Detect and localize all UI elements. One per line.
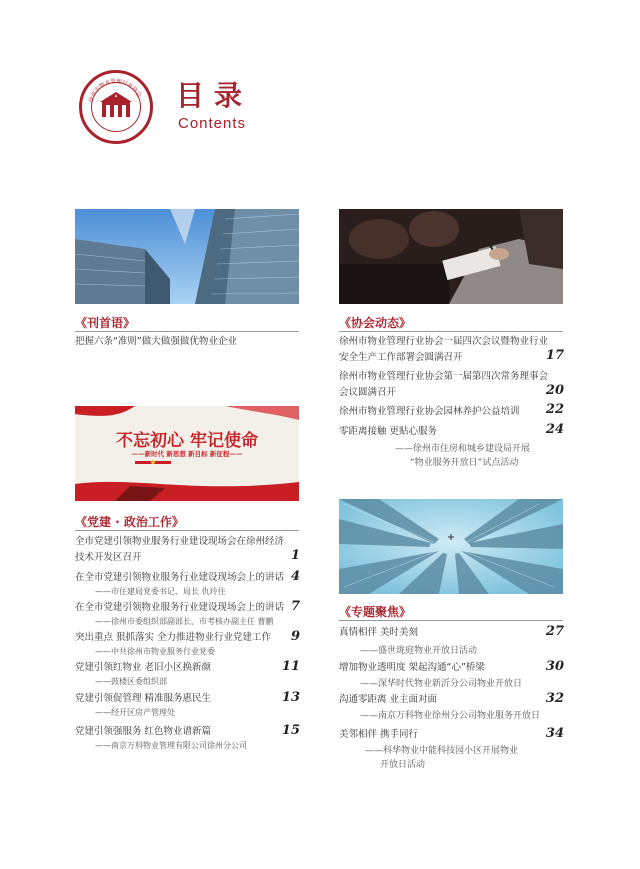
- toc-entry[interactable]: 美邻相伴 携手同行: [339, 729, 419, 740]
- page-number: 11: [281, 659, 300, 674]
- toc-entry[interactable]: 把握六条“准则”做大做强做优物业企业: [75, 336, 237, 347]
- toc-entry[interactable]: 全市党建引领物业服务行业建设现场会在徐州经济: [75, 536, 285, 547]
- toc-entry[interactable]: 徐州市物业管理行业协会园林养护公益培训: [339, 406, 520, 417]
- page-number: 4: [290, 569, 300, 584]
- page-number: 7: [290, 599, 300, 614]
- page-number: 1: [290, 548, 300, 563]
- page-number: 34: [545, 726, 564, 741]
- toc-entry-author: ——深华时代物业新沂分公司物业开放日: [360, 679, 523, 689]
- toc-entry[interactable]: 党建引领强服务 红色物业谱新篇: [75, 726, 212, 737]
- skyscraper-photo: [75, 209, 299, 304]
- banner-headline: 不忘初心 牢记使命: [116, 431, 258, 451]
- toc-entry[interactable]: 徐州市物业管理行业协会一届四次会议暨物业行业: [339, 336, 549, 347]
- toc-entry-author: ——徐州市委组织部副部长、市考核办副主任 曹鹏: [95, 617, 274, 626]
- toc-entry-author: ——徐州市住房和城乡建设局开展: [395, 444, 531, 454]
- page-number: 17: [545, 348, 564, 363]
- page-number: 20: [545, 383, 564, 398]
- page-subtitle: Contents: [178, 115, 247, 132]
- toc-entry[interactable]: 党建引领红物业 老旧小区换新颜: [75, 662, 212, 673]
- section-heading-focus: 《专题聚焦》: [339, 605, 412, 619]
- divider: [75, 331, 299, 332]
- toc-entry[interactable]: 真情相伴 美时美刻: [339, 627, 419, 638]
- toc-entry-author: 开放日活动: [380, 760, 426, 770]
- section-heading-news: 《协会动态》: [339, 316, 412, 330]
- toc-entry-author: ——盛世珑庭物业开放日活动: [360, 646, 478, 656]
- divider: [339, 331, 563, 332]
- toc-entry-author: “物业服务开放日”试点活动: [410, 458, 519, 468]
- page-number: 30: [545, 659, 564, 674]
- page-number: 32: [545, 691, 564, 706]
- divider: [339, 620, 563, 621]
- page-number: 9: [290, 629, 300, 644]
- upward-buildings-photo: [339, 499, 563, 594]
- divider: [75, 530, 299, 531]
- section-heading-party: 《党建 · 政治工作》: [75, 515, 184, 529]
- page-number: 24: [545, 422, 564, 437]
- page-number: 27: [545, 624, 564, 639]
- toc-entry[interactable]: 党建引领促管理 精准服务惠民生: [75, 693, 212, 704]
- toc-entry-author: ——市住建局党委书记、局长 仇玲往: [95, 587, 226, 596]
- section-heading-preface: 《刊首语》: [75, 316, 136, 330]
- toc-entry[interactable]: 零距离接触 更贴心服务: [339, 426, 438, 437]
- toc-entry[interactable]: 沟通零距离 业主面对面: [339, 694, 438, 705]
- meeting-photo: [339, 209, 563, 304]
- page-number: 13: [281, 690, 300, 705]
- toc-entry-author: ——科华物业中能科技园小区开展物业: [365, 746, 519, 756]
- toc-entry-author: ——经开区房产管理处: [95, 708, 175, 717]
- toc-entry-author: ——南京万科物业管理有限公司徐州分公司: [95, 741, 247, 750]
- association-logo-icon: [79, 70, 153, 144]
- toc-entry-line2[interactable]: 技术开发区召开: [75, 552, 142, 563]
- toc-entry[interactable]: 徐州市物业管理行业协会第一届第四次常务理事会: [339, 371, 549, 382]
- svg-text:徐州市物业管理行业协会: 徐州市物业管理行业协会: [88, 78, 142, 104]
- banner-subline: ——新时代 新思想 新目标 新征程——: [131, 450, 243, 458]
- toc-entry-author: ——南京万科物业徐州分公司物业服务开放日: [360, 711, 541, 721]
- toc-entry-author: ——中共徐州市物业服务行业党委: [95, 647, 215, 656]
- toc-entry-line2[interactable]: 会议圆满召开: [339, 387, 397, 398]
- page-number: 22: [545, 402, 564, 417]
- page-number: 15: [281, 723, 300, 738]
- toc-entry[interactable]: 突出重点 狠抓落实 全力推进物业行业党建工作: [75, 632, 272, 643]
- toc-entry-author: ——鼓楼区委组织部: [95, 677, 167, 686]
- toc-entry[interactable]: 在全市党建引领物业服务行业建设现场会上的讲话: [75, 572, 285, 583]
- page-title: 目录: [176, 79, 253, 112]
- toc-entry[interactable]: 在全市党建引领物业服务行业建设现场会上的讲话: [75, 602, 285, 613]
- toc-entry-line2[interactable]: 安全生产工作部署会圆满召开: [339, 352, 463, 363]
- toc-entry[interactable]: 增加物业透明度 架起沟通“心”桥梁: [339, 662, 485, 673]
- party-banner-image: [75, 406, 299, 501]
